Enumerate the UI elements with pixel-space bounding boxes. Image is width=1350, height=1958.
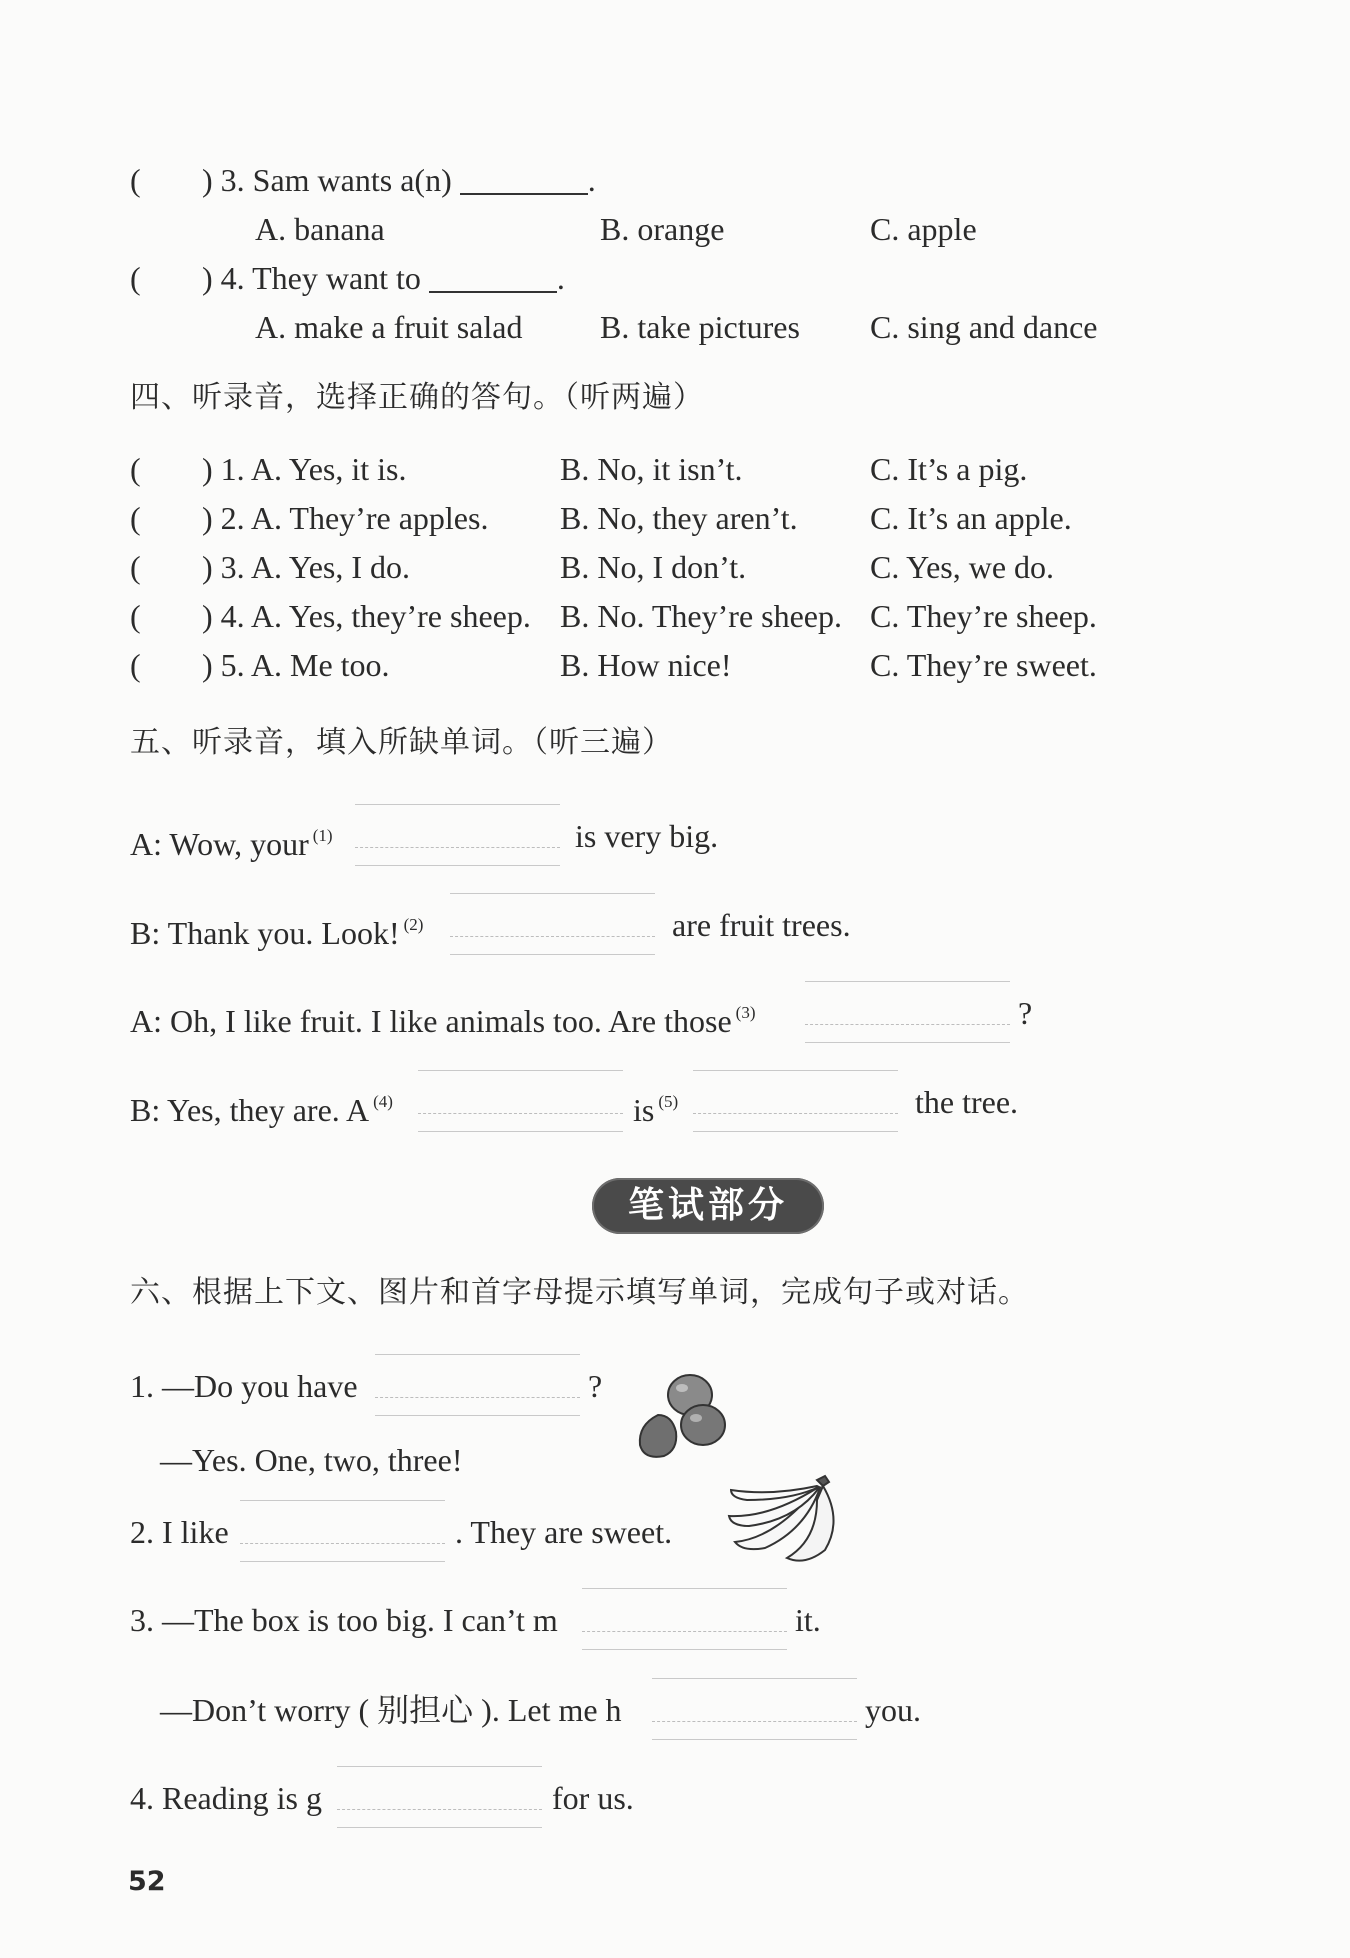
written-part-badge: 笔试部分: [592, 1178, 824, 1234]
q4-end: for us.: [552, 1780, 634, 1816]
answer-paren: (: [130, 598, 141, 634]
writing-blank-3[interactable]: [805, 981, 1010, 1043]
option-c: C. They’re sweet.: [870, 647, 1097, 683]
option-a: A. banana: [255, 211, 385, 247]
answer-paren: (: [130, 162, 141, 198]
option-c: C. It’s a pig.: [870, 451, 1028, 487]
option-a: ) 3. A. Yes, I do.: [202, 549, 411, 585]
section6-title: 六、根据上下文、图片和首字母提示填写单词，完成句子或对话。: [130, 1275, 1029, 1310]
answer-paren: (: [130, 260, 141, 296]
writing-blank-q1[interactable]: [375, 1354, 580, 1416]
option-b: B. No, it isn’t.: [560, 451, 743, 487]
option-c: C. apple: [870, 211, 977, 247]
q1-line-a: 1. —Do you have: [130, 1368, 358, 1404]
option-c: C. They’re sheep.: [870, 598, 1097, 634]
writing-blank-1[interactable]: [355, 804, 560, 866]
dialog-post: is very big.: [575, 818, 719, 854]
q4-line: 4. Reading is g: [130, 1780, 322, 1816]
option-a: ) 5. A. Me too.: [202, 647, 390, 683]
question-end: .: [556, 260, 565, 296]
option-c: C. Yes, we do.: [870, 549, 1055, 585]
dialog-line-2: B: Thank you. Look! $^{(2)}$: [130, 915, 424, 951]
q3b-end: you.: [865, 1692, 921, 1728]
q3-line-b: —Don’t worry ( 别担心 ). Let me h: [160, 1692, 622, 1728]
dialog-post: the tree.: [915, 1084, 1019, 1120]
option-a: A. make a fruit salad: [255, 309, 523, 345]
writing-blank-5[interactable]: [693, 1070, 898, 1132]
option-a: ) 1. A. Yes, it is.: [202, 451, 407, 487]
question-text: ) 3. Sam wants a(n): [202, 162, 452, 198]
option-b: B. take pictures: [600, 309, 800, 345]
question-end: .: [587, 162, 596, 198]
option-b: B. How nice!: [560, 647, 732, 683]
blank-number: (3): [735, 1003, 756, 1022]
question-3: [202, 160, 596, 200]
q3a-end: it.: [795, 1602, 821, 1638]
banana-icon: [725, 1470, 845, 1570]
question-4: [202, 258, 565, 298]
dialog-post: ?: [1018, 995, 1033, 1031]
answer-blank[interactable]: [460, 163, 588, 195]
writing-blank-q2[interactable]: [240, 1500, 445, 1562]
q3-line-a: 3. —The box is too big. I can’t m: [130, 1602, 558, 1638]
option-c: C. It’s an apple.: [870, 500, 1072, 536]
dialog-post: are fruit trees.: [672, 907, 851, 943]
section5-title: 五、听录音，填入所缺单词。（听三遍）: [130, 725, 673, 760]
writing-blank-q3a[interactable]: [582, 1588, 787, 1650]
dialog-mid: is $^{(5)}$: [633, 1092, 679, 1128]
option-a: ) 4. A. Yes, they’re sheep.: [202, 598, 531, 634]
answer-paren: (: [130, 451, 141, 487]
writing-blank-4[interactable]: [418, 1070, 623, 1132]
dialog-line-4: B: Yes, they are. A $^{(4)}$: [130, 1092, 393, 1128]
q2-line: 2. I like: [130, 1514, 229, 1550]
question-text: ) 4. They want to: [202, 260, 421, 296]
option-b: B. No, I don’t.: [560, 549, 747, 585]
writing-blank-q4[interactable]: [337, 1766, 542, 1828]
answer-paren: (: [130, 549, 141, 585]
answer-paren: (: [130, 647, 141, 683]
section4-title: 四、听录音，选择正确的答句。（听两遍）: [130, 380, 704, 415]
q2-end: . They are sweet.: [455, 1514, 673, 1550]
blank-number: (1): [312, 826, 333, 845]
mango-icon: [630, 1370, 735, 1462]
option-b: B. No. They’re sheep.: [560, 598, 842, 634]
writing-blank-q3b[interactable]: [652, 1678, 857, 1740]
option-b: B. orange: [600, 211, 725, 247]
page-number: 52: [128, 1866, 166, 1897]
option-a: ) 2. A. They’re apples.: [202, 500, 489, 536]
answer-blank[interactable]: [429, 261, 557, 293]
blank-number: (4): [373, 1092, 393, 1111]
dialog-line-1: A: Wow, your $^{(1)}$: [130, 826, 333, 862]
option-b: B. No, they aren’t.: [560, 500, 798, 536]
answer-paren: (: [130, 500, 141, 536]
q1-end: ?: [588, 1368, 603, 1404]
option-c: C. sing and dance: [870, 309, 1098, 345]
dialog-line-3: A: Oh, I like fruit. I like animals too. Are those $^{(3)}$: [130, 1003, 756, 1039]
writing-blank-2[interactable]: [450, 893, 655, 955]
q1-line-b: —Yes. One, two, three!: [160, 1442, 463, 1478]
blank-number: (5): [658, 1092, 679, 1111]
blank-number: (2): [403, 915, 424, 934]
